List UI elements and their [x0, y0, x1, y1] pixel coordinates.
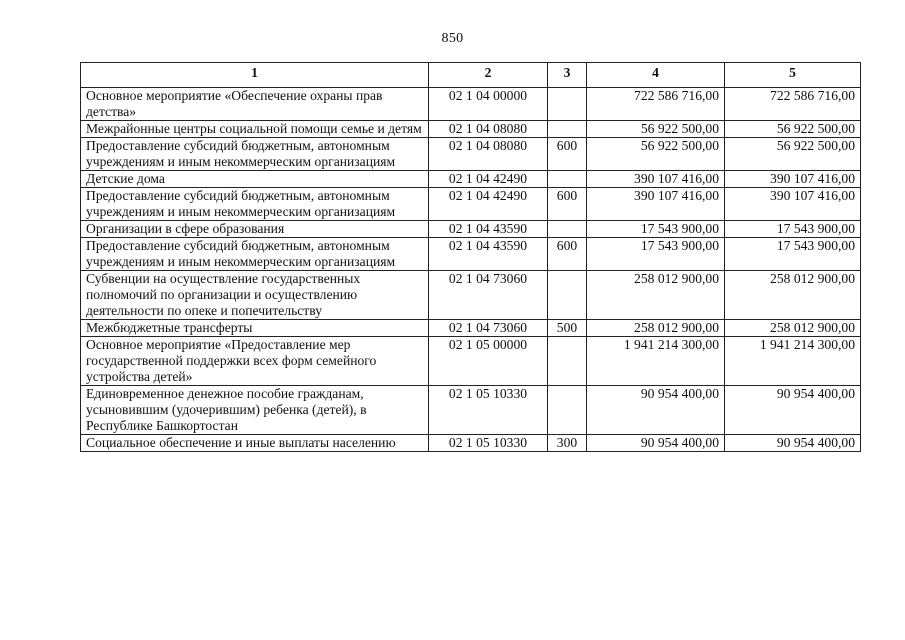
- row-name-cell: Детские дома: [81, 171, 429, 188]
- column-header-1: 1: [81, 63, 429, 88]
- row-amount-col5-cell: 56 922 500,00: [725, 121, 861, 138]
- row-code-cell: 02 1 04 73060: [429, 320, 548, 337]
- row-name-cell: Организации в сфере образования: [81, 221, 429, 238]
- row-expense-type-cell: 300: [548, 435, 587, 452]
- row-name-cell: Основное мероприятие «Обеспечение охраны прав детства»: [81, 88, 429, 121]
- row-name-cell: Субвенции на осуществление государственных полномочий по организации и осуществлению деятельности по опеке и попечительству: [81, 271, 429, 320]
- table-row: [81, 337, 861, 386]
- row-name-cell: Межрайонные центры социальной помощи семье и детям: [81, 121, 429, 138]
- table-row: [81, 171, 861, 188]
- row-amount-col5-cell: 390 107 416,00: [725, 188, 861, 221]
- row-code-cell: 02 1 04 08080: [429, 121, 548, 138]
- table-row: [81, 271, 861, 320]
- row-code-cell: 02 1 04 08080: [429, 138, 548, 171]
- table-row: [81, 121, 861, 138]
- row-amount-col5-cell: 90 954 400,00: [725, 435, 861, 452]
- row-amount-col4-cell: 1 941 214 300,00: [587, 337, 725, 386]
- column-header-3: 3: [548, 63, 587, 88]
- row-amount-col5-cell: 258 012 900,00: [725, 271, 861, 320]
- row-code-cell: 02 1 04 00000: [429, 88, 548, 121]
- row-expense-type-cell: 600: [548, 238, 587, 271]
- row-amount-col4-cell: 90 954 400,00: [587, 386, 725, 435]
- row-code-cell: 02 1 05 10330: [429, 386, 548, 435]
- row-expense-type-cell: [548, 121, 587, 138]
- page-number: 850: [441, 31, 464, 46]
- row-name-cell: Предоставление субсидий бюджетным, автономным учреждениям и иным некоммерческим организациям: [81, 138, 429, 171]
- row-amount-col4-cell: 17 543 900,00: [587, 238, 725, 271]
- row-code-cell: 02 1 04 73060: [429, 271, 548, 320]
- row-name-cell: Межбюджетные трансферты: [81, 320, 429, 337]
- column-header-2: 2: [429, 63, 548, 88]
- row-name-cell: Предоставление субсидий бюджетным, автономным учреждениям и иным некоммерческим организациям: [81, 188, 429, 221]
- row-amount-col5-cell: 258 012 900,00: [725, 320, 861, 337]
- row-amount-col4-cell: 90 954 400,00: [587, 435, 725, 452]
- row-amount-col4-cell: 56 922 500,00: [587, 121, 725, 138]
- row-amount-col5-cell: 1 941 214 300,00: [725, 337, 861, 386]
- row-code-cell: 02 1 04 43590: [429, 238, 548, 271]
- table-row: [81, 238, 861, 271]
- row-amount-col4-cell: 258 012 900,00: [587, 271, 725, 320]
- row-name-cell: Основное мероприятие «Предоставление мер государственной поддержки всех форм семейного устройства детей»: [81, 337, 429, 386]
- row-amount-col4-cell: 722 586 716,00: [587, 88, 725, 121]
- row-expense-type-cell: 500: [548, 320, 587, 337]
- row-expense-type-cell: [548, 221, 587, 238]
- row-name-cell: Социальное обеспечение и иные выплаты населению: [81, 435, 429, 452]
- row-amount-col4-cell: 390 107 416,00: [587, 171, 725, 188]
- row-amount-col5-cell: 722 586 716,00: [725, 88, 861, 121]
- table-row: [81, 435, 861, 452]
- row-expense-type-cell: 600: [548, 138, 587, 171]
- row-code-cell: 02 1 04 42490: [429, 188, 548, 221]
- row-code-cell: 02 1 05 10330: [429, 435, 548, 452]
- table-row: [81, 221, 861, 238]
- column-header-5: 5: [725, 63, 861, 88]
- row-expense-type-cell: [548, 88, 587, 121]
- table-row: [81, 88, 861, 121]
- table-row: [81, 386, 861, 435]
- row-code-cell: 02 1 04 43590: [429, 221, 548, 238]
- row-amount-col5-cell: 17 543 900,00: [725, 221, 861, 238]
- table-row: [81, 188, 861, 221]
- row-name-cell: Предоставление субсидий бюджетным, автономным учреждениям и иным некоммерческим организациям: [81, 238, 429, 271]
- row-code-cell: 02 1 05 00000: [429, 337, 548, 386]
- row-code-cell: 02 1 04 42490: [429, 171, 548, 188]
- row-amount-col4-cell: 258 012 900,00: [587, 320, 725, 337]
- row-expense-type-cell: [548, 386, 587, 435]
- row-expense-type-cell: [548, 271, 587, 320]
- row-name-cell: Единовременное денежное пособие гражданам, усыновившим (удочерившим) ребенка (детей), в Республике Башкортостан: [81, 386, 429, 435]
- row-amount-col4-cell: 56 922 500,00: [587, 138, 725, 171]
- row-amount-col4-cell: 17 543 900,00: [587, 221, 725, 238]
- row-expense-type-cell: 600: [548, 188, 587, 221]
- row-expense-type-cell: [548, 171, 587, 188]
- row-amount-col5-cell: 56 922 500,00: [725, 138, 861, 171]
- column-header-4: 4: [587, 63, 725, 88]
- table-row: [81, 320, 861, 337]
- table-row: [81, 138, 861, 171]
- table-header-row: [81, 63, 861, 88]
- row-amount-col4-cell: 390 107 416,00: [587, 188, 725, 221]
- row-amount-col5-cell: 90 954 400,00: [725, 386, 861, 435]
- row-expense-type-cell: [548, 337, 587, 386]
- row-amount-col5-cell: 17 543 900,00: [725, 238, 861, 271]
- row-amount-col5-cell: 390 107 416,00: [725, 171, 861, 188]
- table-body: [81, 88, 861, 452]
- budget-table: [80, 62, 861, 452]
